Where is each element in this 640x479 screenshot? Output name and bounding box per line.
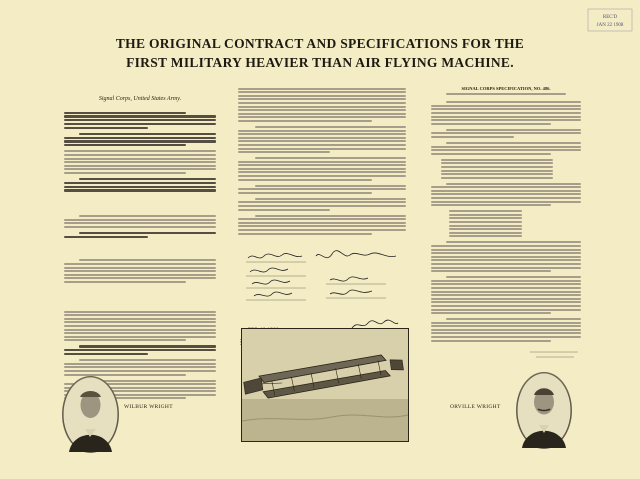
- spec-paragraph: [431, 318, 581, 342]
- contract-paragraph: [238, 88, 406, 122]
- orville-portrait: [516, 372, 572, 449]
- contract-paragraph: [64, 259, 216, 283]
- contract-paragraph: [64, 345, 216, 355]
- signature-witness-4: [254, 292, 292, 296]
- left-portrait-caption: WILBUR WRIGHT: [124, 404, 173, 410]
- contract-paragraph: [64, 215, 216, 228]
- spec-list: [449, 210, 581, 237]
- contract-paragraph: [64, 359, 216, 375]
- spec-paragraph: [431, 142, 581, 155]
- wright-flyer-photo: [241, 328, 409, 442]
- portrait-icon: [517, 373, 571, 448]
- contract-paragraph: [238, 126, 406, 153]
- right-portrait-caption: ORVILLE WRIGHT: [450, 404, 501, 410]
- contract-paragraph: [64, 133, 216, 147]
- signature-wright-line: [330, 277, 368, 281]
- contract-paragraph: [64, 150, 216, 174]
- contract-paragraph: [238, 185, 406, 194]
- spec-paragraph: [431, 241, 581, 272]
- right-column-specification: [431, 84, 581, 364]
- left-column-contract: [64, 86, 216, 416]
- wilbur-portrait: [62, 376, 119, 453]
- spec-paragraph: [431, 101, 581, 125]
- contract-paragraph: [64, 178, 216, 192]
- airplane-icon: [242, 329, 408, 441]
- spec-paragraph: [431, 183, 581, 207]
- signature-officer: [530, 344, 580, 364]
- svg-text:REC'D: REC'D: [602, 15, 618, 20]
- spec-list: [441, 159, 581, 179]
- contract-paragraph: [64, 232, 216, 238]
- contract-paragraph: [64, 311, 216, 342]
- signature-mallory: [248, 253, 302, 258]
- spec-paragraph: [431, 276, 581, 314]
- portrait-icon: [63, 377, 118, 452]
- signature-block: [246, 250, 408, 320]
- signature-orville: [330, 290, 372, 294]
- signature-witness-2: [250, 268, 288, 272]
- contract-paragraph: [64, 112, 216, 129]
- contract-paragraph: [238, 157, 406, 181]
- page-title-line-2: FIRST MILITARY HEAVIER THAN AIR FLYING MACHINE.: [126, 55, 514, 70]
- contract-paragraph: [238, 198, 406, 211]
- signature-wilbur: [316, 251, 396, 258]
- left-column-heading: Signal Corps, United States Army.: [98, 96, 182, 102]
- spec-paragraph: [431, 129, 581, 138]
- stamp-date: JAN 22 1908: [596, 23, 624, 28]
- page-title-line-1: THE ORIGINAL CONTRACT AND SPECIFICATIONS FOR THE: [115, 36, 525, 51]
- contract-paragraph: [238, 215, 406, 235]
- right-column-heading: SIGNAL CORPS SPECIFICATION, NO. 486.: [461, 86, 551, 91]
- received-stamp: [586, 7, 636, 35]
- signature-witness-3: [252, 280, 290, 284]
